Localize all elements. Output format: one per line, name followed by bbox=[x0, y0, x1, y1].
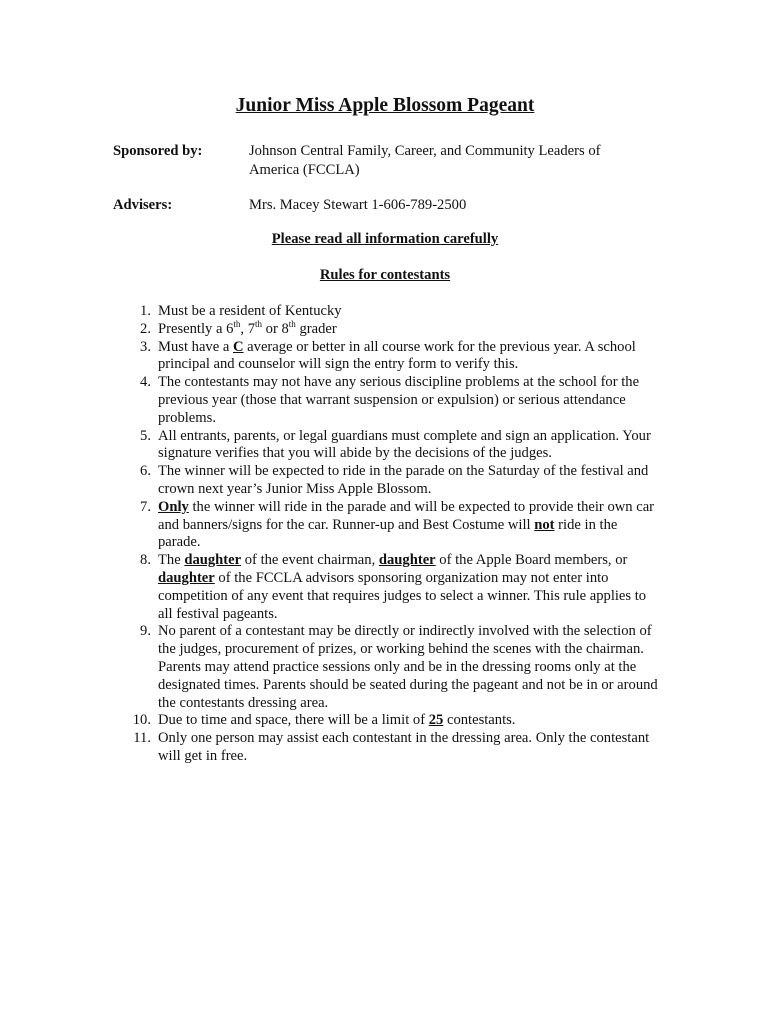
emphasis-text: C bbox=[232, 338, 244, 355]
rule-text: the winner will ride in the parade and will be expected to provide their own car and banners/signs for the car. Runner-up and Best Costume will bbox=[158, 498, 655, 533]
advisers-row bbox=[113, 196, 673, 215]
rule-number: 1. bbox=[140, 303, 151, 319]
rule-number: 6. bbox=[140, 463, 151, 480]
rule-item bbox=[113, 499, 658, 552]
rule-number: 10. bbox=[132, 712, 151, 729]
emphasis-text: not bbox=[534, 516, 555, 533]
emphasis-text: daughter bbox=[378, 552, 436, 569]
rule-number: 9. bbox=[140, 623, 151, 640]
rule-text: The bbox=[158, 552, 185, 569]
rule-text: Presently a 6 bbox=[158, 320, 234, 337]
rule-number: 2. bbox=[140, 320, 151, 337]
sponsor-row bbox=[113, 142, 673, 180]
rule-item bbox=[113, 623, 658, 712]
superscript: th bbox=[255, 318, 263, 329]
rule-text: The contestants may not have any serious discipline problems at the school for the previous year (those that warrant suspension or expulsion) or serious attendance problems. bbox=[158, 374, 640, 426]
rule-item bbox=[113, 318, 658, 339]
rule-item bbox=[113, 428, 658, 464]
sponsor-label: Sponsored by: bbox=[113, 143, 203, 159]
rule-text: ride in the parade. bbox=[158, 516, 618, 551]
rule-number: 8. bbox=[140, 552, 151, 569]
notice-heading: Please read all information carefully bbox=[271, 231, 499, 247]
rule-text: average or better in all course work for the previous year. A school principal and counselor will sign the entry form to verify this. bbox=[158, 338, 636, 373]
rule-item bbox=[113, 712, 658, 730]
rule-text: Only one person may assist each contestant in the dressing area. Only the contestant will get in free. bbox=[158, 730, 650, 764]
rules-heading: Rules for contestants bbox=[319, 267, 451, 283]
rule-text: Must have a bbox=[158, 338, 233, 355]
rule-text: The winner will be expected to ride in the parade on the Saturday of the festival and crown next year’s Junior Miss Apple Blossom. bbox=[158, 463, 649, 497]
rules-list bbox=[113, 303, 658, 766]
sponsor-value: Johnson Central Family, Career, and Community Leaders of America (FCCLA) bbox=[249, 143, 601, 178]
advisers-label: Advisers: bbox=[113, 197, 173, 213]
rule-text: of the event chairman, bbox=[241, 552, 379, 569]
rule-text: of the FCCLA advisors sponsoring organization may not enter into competition of any event that requires judges to select a winner. This rule applies to all festival pageants. bbox=[158, 569, 647, 622]
rule-text: or 8 bbox=[262, 320, 289, 337]
superscript: th bbox=[288, 318, 296, 329]
rule-item bbox=[113, 303, 658, 321]
rule-text: of the Apple Board members, or bbox=[435, 552, 628, 569]
rule-text: contestants. bbox=[443, 712, 516, 729]
rule-text: All entrants, parents, or legal guardians must complete and sign an application. Your signature verifies that you will abide by the decisions of the judges. bbox=[158, 427, 651, 462]
document-title: Junior Miss Apple Blossom Pageant bbox=[235, 95, 535, 116]
superscript: th bbox=[233, 318, 241, 329]
emphasis-text: Only bbox=[158, 498, 189, 515]
emphasis-text: 25 bbox=[428, 712, 444, 729]
rule-item bbox=[113, 339, 658, 375]
rule-number: 7. bbox=[140, 498, 151, 515]
advisers-value: Mrs. Macey Stewart 1-606-789-2500 bbox=[249, 197, 467, 213]
rule-item bbox=[113, 463, 658, 499]
rule-text: grader bbox=[295, 320, 337, 337]
rule-text: , 7 bbox=[240, 320, 255, 337]
rule-number: 3. bbox=[140, 338, 151, 355]
emphasis-text: daughter bbox=[158, 569, 215, 586]
rule-number: 5. bbox=[140, 427, 151, 444]
rule-text: Due to time and space, there will be a limit of bbox=[158, 712, 429, 729]
rule-item bbox=[113, 552, 658, 623]
rule-text: No parent of a contestant may be directly or indirectly involved with the selection of the judges, procurement of prizes, or working behind the scenes with the chairman. Parents may attend practice sessions only and be in the dressing rooms only at the designated times. Parents should be seated during the pageant and not be in or around the contestants dressing area. bbox=[158, 623, 658, 711]
rule-number: 11. bbox=[133, 730, 151, 747]
rule-item bbox=[113, 730, 658, 766]
rule-number: 4. bbox=[140, 374, 151, 391]
rule-text: Must be a resident of Kentucky bbox=[158, 303, 342, 319]
rule-item bbox=[113, 374, 658, 427]
emphasis-text: daughter bbox=[184, 552, 242, 569]
